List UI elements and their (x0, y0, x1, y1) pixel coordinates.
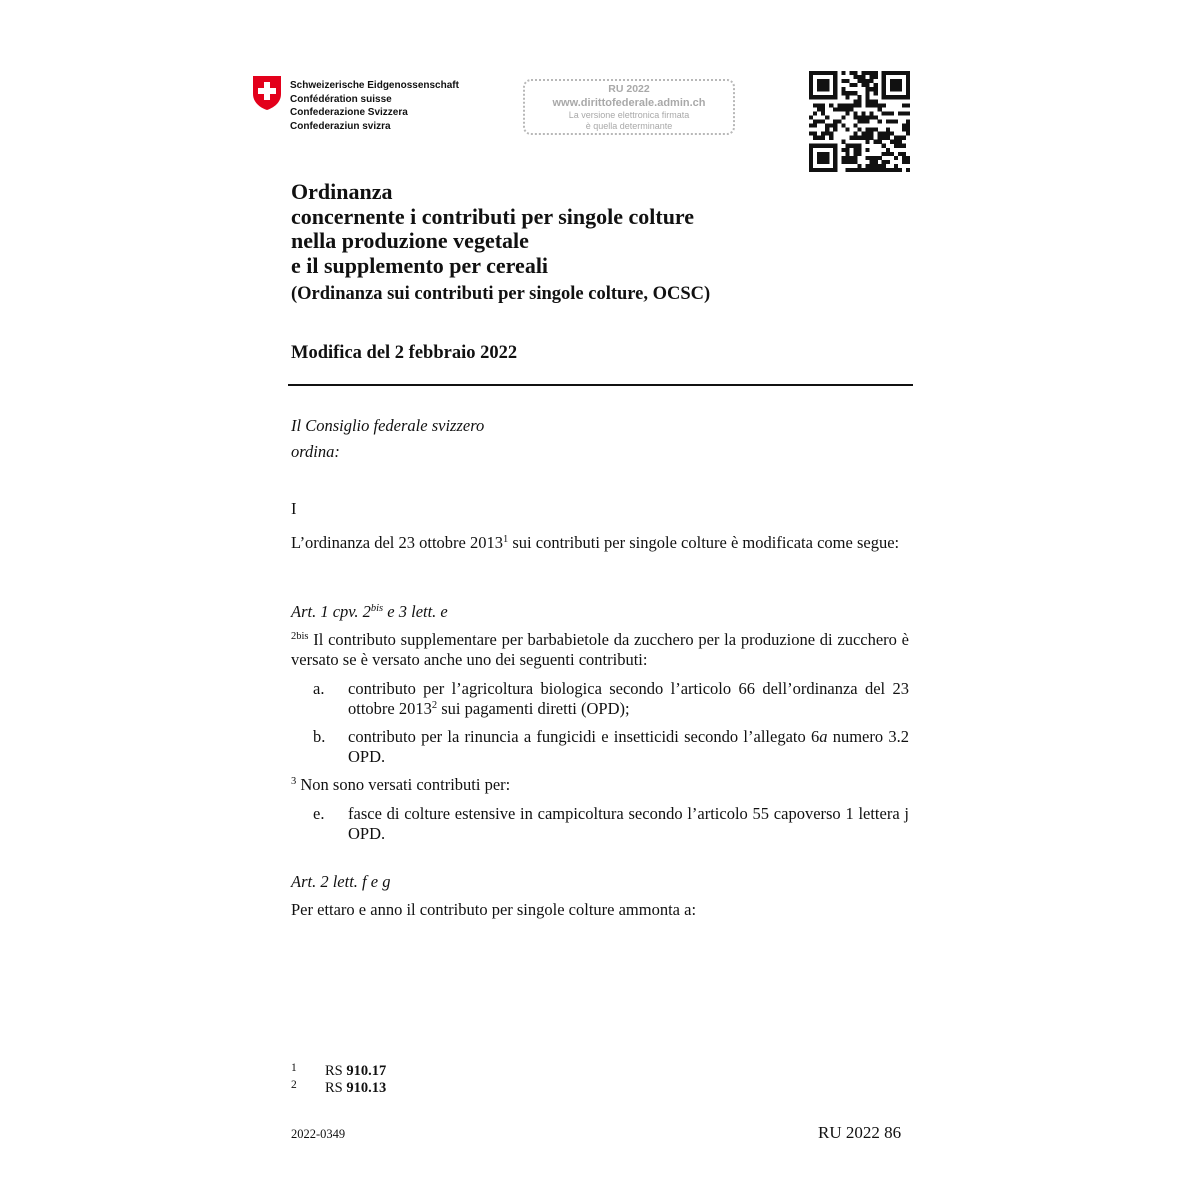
art1-heading (291, 602, 448, 622)
intro-text: L’ordinanza del 23 ottobre 2013 (291, 533, 504, 552)
art1-heading-text: Art. 1 cpv. 2 (291, 602, 371, 621)
document-title (291, 180, 911, 278)
title-line: e il supplemento per cereali (291, 252, 549, 278)
list-letter: a. (313, 679, 325, 698)
footnote-ref: 2 (431, 700, 438, 711)
qr-code-icon (809, 71, 910, 172)
art2-text: Per ettaro e anno il contributo per singole colture ammonta a: (291, 900, 697, 919)
confederation-line-de: Schweizerische Eidgenossenschaft (290, 80, 459, 91)
footnote-ref-number: 910.17 (346, 1063, 387, 1079)
footnote-ref-number: 910.13 (346, 1080, 387, 1096)
document-short-title: (Ordinanza sui contributi per singole colture, OCSC) (291, 284, 711, 304)
confederation-line-rm: Confederaziun svizra (290, 120, 391, 132)
amendment-date: Modifica del 2 febbraio 2022 (291, 343, 518, 363)
footnote-prefix: RS (325, 1080, 347, 1096)
footnote-2 (325, 1080, 386, 1097)
list-item-e: fasce di colture estensive in campicoltura secondo l’articolo 55 capoverso 1 lettera j OPD. (348, 804, 909, 843)
list-letter: e. (313, 804, 325, 823)
paragraph-number: 3 (291, 776, 297, 787)
title-line: concernente i contributi per singole colture (291, 203, 695, 229)
swiss-cross-icon (252, 75, 282, 111)
stamp-note-1: La versione elettronica firmata (568, 110, 690, 120)
title-line: Ordinanza (291, 179, 393, 204)
list-item-text: sui pagamenti diretti (OPD); (437, 699, 630, 718)
confederation-line-fr: Confédération suisse (290, 93, 392, 105)
stamp-ru: RU 2022 (608, 83, 650, 95)
paragraph-text: Non sono versati contributi per: (296, 775, 511, 794)
list-item-emphasis: a (819, 727, 828, 746)
footnote-number: 2 (291, 1079, 297, 1091)
list-item-text: contributo per l’agricoltura biologica secondo l’articolo 66 dell’ordinanza del 23 ottobre 2013 (348, 679, 909, 718)
title-divider (288, 384, 913, 386)
art1-paragraph-3 (291, 775, 510, 795)
paragraph-number: 2bis (291, 631, 309, 642)
intro-text: sui contributi per singole colture è modificata come segue: (508, 533, 900, 552)
list-item-a (348, 679, 909, 719)
list-item-b (348, 727, 909, 767)
paragraph-text: Il contributo supplementare per barbabietole da zucchero per la produzione di zucchero è versato se è versato anche uno dei seguenti contributi: (291, 630, 909, 669)
art1-paragraph-2bis (291, 630, 909, 670)
stamp-url: www.dirittofederale.admin.ch (552, 97, 706, 109)
art1-heading-text: e 3 lett. e (383, 602, 448, 621)
section-number: I (291, 499, 297, 518)
official-publication-stamp (523, 79, 735, 135)
art2-heading: Art. 2 lett. f e g (291, 872, 391, 891)
footnote-1 (325, 1063, 386, 1080)
title-line: nella produzione vegetale (291, 228, 529, 253)
document-number: 2022-0349 (291, 1127, 346, 1141)
footnote-number: 1 (291, 1062, 297, 1074)
art1-heading-sup: bis (370, 603, 384, 614)
preamble-decrees: ordina: (291, 442, 340, 461)
list-item-text: numero 3.2 OPD. (348, 727, 909, 766)
list-item-text: contributo per la rinuncia a fungicidi e insetticidi secondo l’allegato 6 (348, 727, 820, 746)
stamp-note-2: è quella determinante (585, 121, 673, 131)
footnote-ref: 1 (503, 534, 509, 545)
preamble-authority: Il Consiglio federale svizzero (291, 416, 485, 435)
section-intro (291, 533, 909, 553)
list-letter: b. (313, 727, 326, 746)
confederation-name (290, 79, 459, 133)
ru-reference: RU 2022 86 (818, 1123, 902, 1142)
footnote-prefix: RS (325, 1063, 347, 1079)
confederation-line-it: Confederazione Svizzera (290, 107, 408, 118)
